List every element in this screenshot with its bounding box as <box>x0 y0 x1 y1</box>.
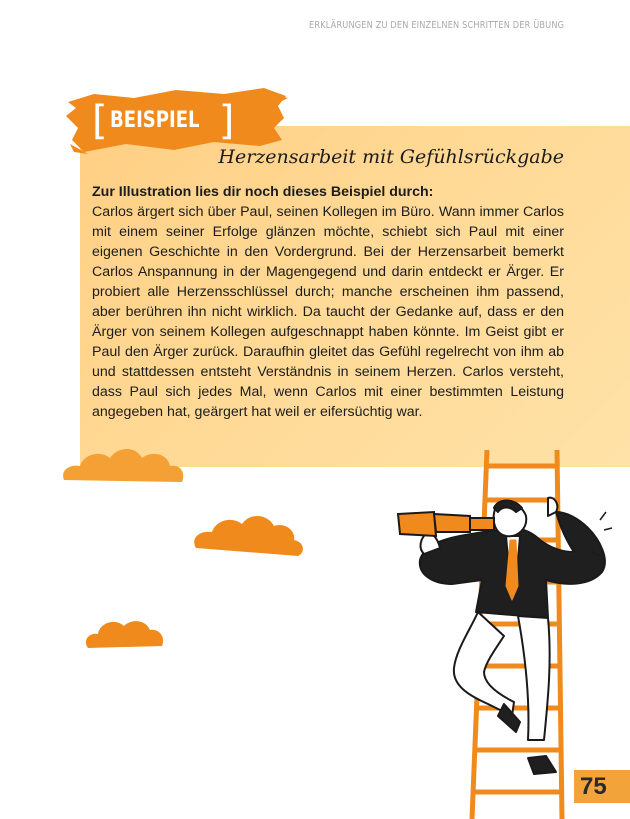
cloud-small <box>86 621 163 648</box>
page-number-box <box>574 770 630 803</box>
example-body-text: Carlos ärgert sich über Paul, seinen Kollegen im Büro. Wann immer Carlos mit einem seiner Erfolge glänzen möchte, schiebt sich Paul mit einer eigenen Geschichte in den Vordergrund. Bei der Herzensarbeit bemerkt Carlos Anspannung in der Magengegend und darin entdeckt er Ärger. Er probiert alle Herzensschlüssel durch; manche erscheinen ihm passend, aber berühren ihn nicht wirklich. Da taucht der Gedanke auf, dass er den Ärger von seinem Kollegen aufgeschnappt haben könnte. Im Geist gibt er Paul den Ärger zurück. Daraufhin gleitet das Gefühl regelrecht von ihm ab und stattdessen entsteht Verständnis in seinem Herzen. Carlos versteht, dass Paul sich jedes Mal, wenn Carlos mit einer bestimmten Leistung angegeben hat, geärgert hat weil er eifersüchtig war. <box>92 204 564 420</box>
cloud-middle <box>194 516 303 556</box>
example-intro: Zur Illustration lies dir noch dieses Beispiel durch: <box>92 184 434 200</box>
example-label: [BEISPIEL ] <box>92 98 235 144</box>
example-title: Herzensarbeit mit Gefühlsrückgabe <box>218 146 564 168</box>
man-figure <box>420 498 605 774</box>
running-header: ERKLÄRUNGEN ZU DEN EINZELNEN SCHRITTEN DER ÜBUNG <box>308 20 564 31</box>
cloud-large <box>63 449 183 482</box>
page-number: 75 <box>580 773 607 800</box>
